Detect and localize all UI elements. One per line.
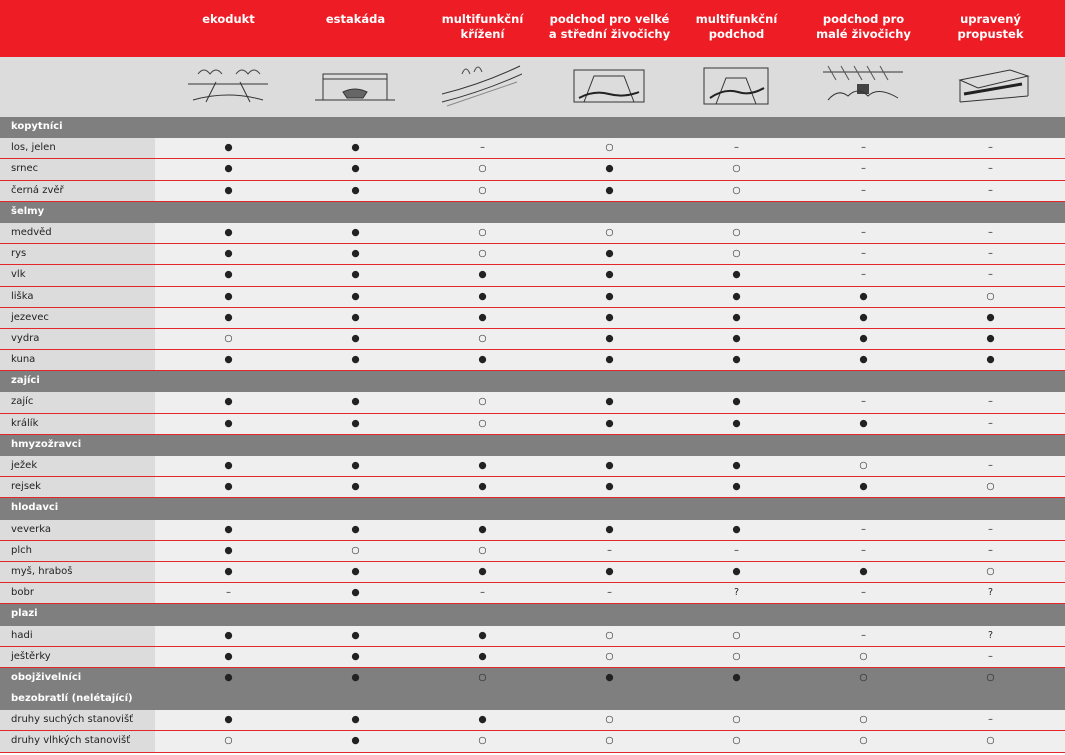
species-label: druhy vlhkých stanovišť <box>0 731 155 751</box>
species-label: plch <box>0 541 155 561</box>
species-label: los, jelen <box>0 138 155 158</box>
value-cell: ● <box>478 311 487 323</box>
value-cell: ● <box>732 269 741 281</box>
value-cell: ● <box>478 460 487 471</box>
column-header-5: podchod pro malé živočichy <box>816 12 911 41</box>
value-cell: ● <box>859 354 868 366</box>
header-bar <box>0 0 1065 57</box>
species-label: myš, hraboš <box>0 562 155 582</box>
value-cell: ? <box>987 629 994 641</box>
table-row <box>0 138 1065 159</box>
table-row <box>0 392 1065 413</box>
table-row <box>0 308 1065 329</box>
value-cell: ● <box>351 163 360 175</box>
value-cell: ● <box>351 290 360 302</box>
value-cell: ● <box>224 184 233 196</box>
value-cell: – <box>607 587 612 599</box>
species-label: liška <box>0 287 155 307</box>
species-label: druhy suchých stanovišť <box>0 710 155 730</box>
group-row <box>0 668 1065 689</box>
value-cell: – <box>226 587 231 599</box>
value-cell: ● <box>732 311 741 323</box>
value-cell: ● <box>351 311 360 323</box>
value-cell: ● <box>732 481 741 493</box>
table-row <box>0 562 1065 583</box>
value-cell: ● <box>478 629 487 641</box>
value-cell: ○ <box>478 226 487 238</box>
value-cell: ○ <box>859 735 868 747</box>
group-row <box>0 435 1065 456</box>
bridge-viaduct-drawing-icon <box>315 62 395 112</box>
value-cell: – <box>988 396 993 408</box>
value-cell: – <box>861 587 866 599</box>
value-cell: ● <box>351 248 360 260</box>
compatibility-table <box>0 117 1065 753</box>
value-cell: ○ <box>224 332 233 344</box>
value-cell: – <box>861 269 866 281</box>
value-cell: ● <box>224 565 233 577</box>
value-cell: ● <box>859 565 868 577</box>
table-row <box>0 329 1065 350</box>
group-row <box>0 371 1065 392</box>
multifunction-crossing-drawing-icon <box>442 62 522 112</box>
value-cell: ● <box>224 269 233 281</box>
value-cell: ● <box>478 565 487 577</box>
value-cell: ○ <box>351 544 360 556</box>
value-cell: ● <box>351 671 360 683</box>
group-label: hmyzožravci <box>11 438 82 450</box>
value-cell: ● <box>732 354 741 366</box>
value-cell: ● <box>224 396 233 408</box>
group-label: kopytníci <box>11 121 63 132</box>
value-cell: ○ <box>732 735 741 747</box>
value-cell: – <box>861 523 866 535</box>
value-cell: ● <box>351 481 360 493</box>
group-label: bezobratlí (nelétající) <box>11 693 133 705</box>
value-cell: ● <box>732 290 741 302</box>
table-row <box>0 181 1065 202</box>
table-row <box>0 583 1065 604</box>
value-cell: – <box>861 629 866 641</box>
value-cell: ○ <box>478 671 487 683</box>
column-header-6: upravený propustek <box>957 12 1024 41</box>
value-cell: ● <box>224 671 233 683</box>
value-cell: ● <box>351 142 360 154</box>
table-row <box>0 647 1065 668</box>
value-cell: ● <box>224 354 233 366</box>
value-cell: ● <box>986 311 995 323</box>
value-cell: ● <box>351 587 360 599</box>
value-cell: ● <box>478 523 487 535</box>
table-row <box>0 477 1065 498</box>
value-cell: – <box>988 226 993 238</box>
table-row <box>0 710 1065 731</box>
value-cell: ● <box>351 460 360 471</box>
value-cell: ● <box>732 565 741 577</box>
value-cell: ● <box>859 332 868 344</box>
species-label: rys <box>0 244 155 264</box>
value-cell: ● <box>478 714 487 726</box>
value-cell: ○ <box>478 417 487 429</box>
species-label: vydra <box>0 329 155 349</box>
value-cell: ● <box>351 523 360 535</box>
value-cell: ○ <box>732 226 741 238</box>
species-label: veverka <box>0 520 155 540</box>
value-cell: ● <box>224 481 233 493</box>
value-cell: ○ <box>478 332 487 344</box>
value-cell: ● <box>224 650 233 662</box>
value-cell: ● <box>351 184 360 196</box>
value-cell: ● <box>224 163 233 175</box>
value-cell: ● <box>351 565 360 577</box>
value-cell: ● <box>859 290 868 302</box>
value-cell: ● <box>224 290 233 302</box>
value-cell: ● <box>351 354 360 366</box>
value-cell: ● <box>605 417 614 429</box>
value-cell: ○ <box>478 163 487 175</box>
culvert-drawing-icon <box>950 62 1030 112</box>
group-label: zajíci <box>11 375 40 387</box>
table-row <box>0 159 1065 180</box>
value-cell: ● <box>224 460 233 471</box>
value-cell: ● <box>351 396 360 408</box>
value-cell: ● <box>859 311 868 323</box>
table-row <box>0 731 1065 752</box>
value-cell: ● <box>605 354 614 366</box>
value-cell: ○ <box>605 714 614 726</box>
group-label: obojživelníci <box>11 671 82 683</box>
value-cell: ○ <box>224 735 233 747</box>
value-cell: – <box>861 142 866 154</box>
species-label: rejsek <box>0 477 155 497</box>
value-cell: – <box>861 226 866 238</box>
table-row <box>0 541 1065 562</box>
value-cell: ● <box>351 417 360 429</box>
value-cell: ● <box>605 290 614 302</box>
value-cell: ● <box>351 269 360 281</box>
table-row <box>0 244 1065 265</box>
table-row <box>0 287 1065 308</box>
multifunction-underpass-drawing-icon <box>696 62 776 112</box>
value-cell: ○ <box>478 735 487 747</box>
value-cell: ○ <box>732 163 741 175</box>
value-cell: ● <box>605 311 614 323</box>
value-cell: ○ <box>986 735 995 747</box>
value-cell: ○ <box>605 226 614 238</box>
value-cell: ● <box>605 460 614 471</box>
group-row <box>0 117 1065 138</box>
value-cell: – <box>988 523 993 535</box>
species-label: srnec <box>0 159 155 179</box>
value-cell: ● <box>224 248 233 260</box>
species-label: jezevec <box>0 308 155 328</box>
value-cell: ● <box>605 163 614 175</box>
value-cell: ● <box>351 629 360 641</box>
table-row <box>0 520 1065 541</box>
value-cell: ● <box>224 226 233 238</box>
value-cell: ● <box>224 544 233 556</box>
value-cell: ● <box>605 671 614 683</box>
value-cell: ● <box>351 226 360 238</box>
species-label: hadi <box>0 626 155 646</box>
value-cell: ● <box>605 481 614 493</box>
species-label: medvěd <box>0 223 155 243</box>
value-cell: – <box>988 714 993 726</box>
value-cell: ? <box>987 587 994 599</box>
group-label: plazi <box>11 608 38 620</box>
large-underpass-drawing-icon <box>569 62 649 112</box>
value-cell: ● <box>478 290 487 302</box>
column-header-2: multifunkční křížení <box>441 12 524 41</box>
value-cell: ○ <box>732 714 741 726</box>
value-cell: ? <box>733 587 740 599</box>
value-cell: ● <box>224 142 233 154</box>
species-label: ještěrky <box>0 647 155 667</box>
value-cell: ● <box>986 354 995 366</box>
value-cell: – <box>988 184 993 196</box>
value-cell: – <box>734 544 739 556</box>
group-row <box>0 689 1065 710</box>
value-cell: ● <box>732 396 741 408</box>
species-label: bobr <box>0 583 155 603</box>
column-header-1: estakáda <box>325 12 386 26</box>
column-header-3: podchod pro velké a střední živočichy <box>548 12 671 41</box>
value-cell: ● <box>478 354 487 366</box>
value-cell: ○ <box>732 629 741 641</box>
column-header-4: multifunkční podchod <box>695 12 778 41</box>
value-cell: ● <box>605 523 614 535</box>
group-label: hlodavci <box>11 502 59 514</box>
value-cell: – <box>607 544 612 556</box>
value-cell: ○ <box>732 184 741 196</box>
value-cell: ○ <box>605 735 614 747</box>
value-cell: ● <box>605 184 614 196</box>
value-cell: ● <box>732 460 741 471</box>
value-cell: ○ <box>859 650 868 662</box>
value-cell: ● <box>224 714 233 726</box>
value-cell: ● <box>605 565 614 577</box>
value-cell: ○ <box>605 629 614 641</box>
value-cell: – <box>861 163 866 175</box>
value-cell: ● <box>859 417 868 429</box>
value-cell: ● <box>859 481 868 493</box>
species-label: vlk <box>0 265 155 285</box>
value-cell: – <box>988 269 993 281</box>
value-cell: – <box>988 650 993 662</box>
value-cell: – <box>861 184 866 196</box>
value-cell: ● <box>351 650 360 662</box>
value-cell: ● <box>351 735 360 747</box>
value-cell: ○ <box>478 184 487 196</box>
value-cell: ● <box>351 714 360 726</box>
value-cell: ○ <box>732 650 741 662</box>
value-cell: ● <box>605 269 614 281</box>
column-header-0: ekodukt <box>202 12 255 26</box>
value-cell: ● <box>605 396 614 408</box>
group-row <box>0 604 1065 625</box>
value-cell: ○ <box>986 671 995 683</box>
value-cell: – <box>988 544 993 556</box>
value-cell: ● <box>351 332 360 344</box>
group-label: šelmy <box>11 205 45 217</box>
value-cell: ○ <box>478 396 487 408</box>
value-cell: ● <box>224 311 233 323</box>
table-row <box>0 456 1065 477</box>
species-label: černá zvěř <box>0 181 155 201</box>
value-cell: ○ <box>478 248 487 260</box>
value-cell: ● <box>732 523 741 535</box>
value-cell: ○ <box>605 650 614 662</box>
value-cell: – <box>988 248 993 260</box>
value-cell: ○ <box>478 544 487 556</box>
table-row <box>0 223 1065 244</box>
value-cell: – <box>988 417 993 429</box>
species-label: kuna <box>0 350 155 370</box>
value-cell: ● <box>732 671 741 683</box>
value-cell: ● <box>478 269 487 281</box>
species-label: ježek <box>0 456 155 476</box>
group-row <box>0 202 1065 223</box>
table-row <box>0 626 1065 647</box>
group-row <box>0 498 1065 519</box>
value-cell: ○ <box>859 671 868 683</box>
value-cell: – <box>988 142 993 154</box>
value-cell: ● <box>605 332 614 344</box>
value-cell: ○ <box>732 248 741 260</box>
value-cell: – <box>861 248 866 260</box>
value-cell: – <box>480 142 485 154</box>
value-cell: ○ <box>986 290 995 302</box>
table-row <box>0 414 1065 435</box>
value-cell: ● <box>986 332 995 344</box>
species-label: králík <box>0 414 155 434</box>
value-cell: – <box>988 163 993 175</box>
ecoduct-drawing-icon <box>188 62 268 112</box>
value-cell: ● <box>478 650 487 662</box>
value-cell: – <box>861 544 866 556</box>
value-cell: ○ <box>986 481 995 493</box>
value-cell: ○ <box>859 714 868 726</box>
illustration-row <box>0 57 1065 117</box>
value-cell: – <box>734 142 739 154</box>
value-cell: ● <box>224 523 233 535</box>
value-cell: ● <box>224 629 233 641</box>
species-label: zajíc <box>0 392 155 412</box>
value-cell: – <box>988 460 993 471</box>
value-cell: – <box>861 396 866 408</box>
small-underpass-drawing-icon <box>823 62 903 112</box>
table-row <box>0 350 1065 371</box>
value-cell: – <box>480 587 485 599</box>
value-cell: ● <box>732 417 741 429</box>
value-cell: ● <box>224 417 233 429</box>
value-cell: ● <box>605 248 614 260</box>
value-cell: ○ <box>859 460 868 471</box>
value-cell: ● <box>478 481 487 493</box>
table-row <box>0 265 1065 286</box>
value-cell: ● <box>732 332 741 344</box>
value-cell: ○ <box>986 565 995 577</box>
value-cell: ○ <box>605 142 614 154</box>
